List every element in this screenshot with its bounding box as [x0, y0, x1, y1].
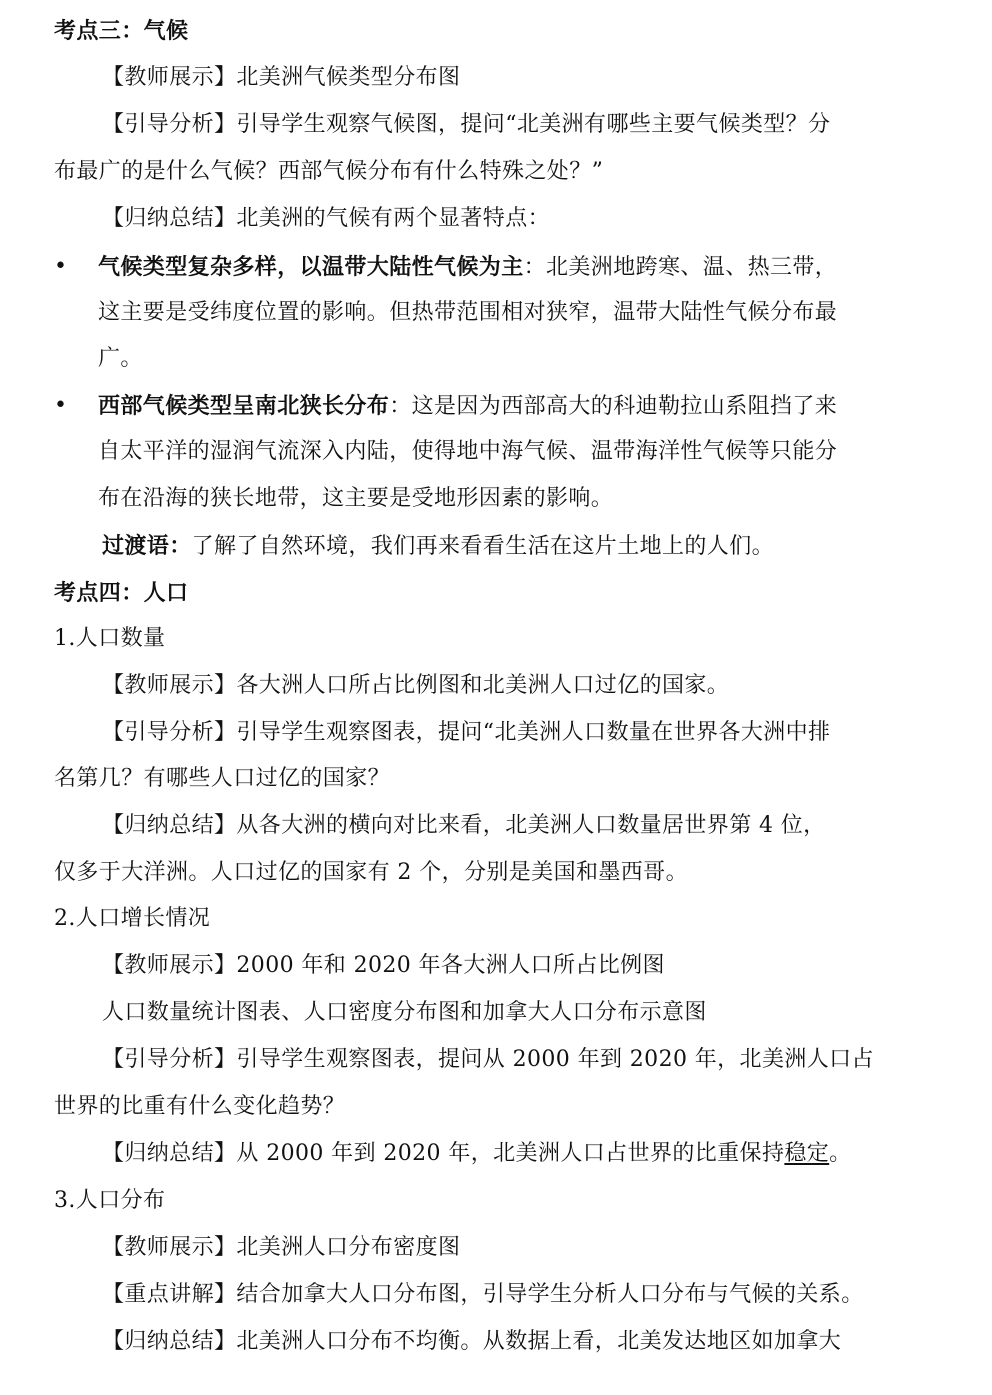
- bullet-1-line3: 广。: [98, 346, 143, 371]
- bullet-1-line1: [98, 252, 952, 282]
- bullet-2-bold: 西部气候类型呈南北狭长分布: [98, 393, 390, 419]
- paragraph-summary-count-line2: 仅多于大洋洲。人口过亿的国家有 2 个，分别是美国和墨西哥。: [54, 860, 688, 885]
- subheading-population-growth: 2.人口增长情况: [54, 906, 211, 931]
- paragraph-guide-count-line1: 【引导分析】引导学生观察图表，提问“北美洲人口数量在世界各大洲中排: [102, 720, 831, 745]
- paragraph-summary-climate: 【归纳总结】北美洲的气候有两个显著特点：: [102, 206, 551, 231]
- bullet-1-bold: 气候类型复杂多样，以温带大陆性气候为主: [98, 254, 524, 280]
- paragraph-guide-analysis-line1: 【引导分析】引导学生观察气候图，提问“北美洲有哪些主要气候类型？分: [102, 112, 831, 137]
- section-heading-population: 考点四：人口: [54, 580, 189, 606]
- paragraph-teacher-show-climate: 【教师展示】北美洲气候类型分布图: [102, 65, 461, 90]
- bullet-1-line2: 这主要是受纬度位置的影响。但热带范围相对狭窄，温带大陆性气候分布最: [98, 300, 838, 325]
- transition-text: 了解了自然环境，我们再来看看生活在这片土地上的人们。: [191, 534, 775, 559]
- paragraph-teacher-show-growth: 【教师展示】2000 年和 2020 年各大洲人口所占比例图: [102, 953, 665, 978]
- paragraph-teacher-show-distribution: 【教师展示】北美洲人口分布密度图: [102, 1235, 461, 1260]
- paragraph-materials-list: 人口数量统计图表、人口密度分布图和加拿大人口分布示意图: [102, 1000, 707, 1025]
- bullet-marker: •: [54, 393, 67, 418]
- underlined-answer: 稳定: [784, 1141, 830, 1166]
- bullet-2-line3: 布在沿海的狭长地带，这主要是受地形因素的影响。: [98, 486, 614, 511]
- paragraph-guide-growth-line2: 世界的比重有什么变化趋势？: [54, 1094, 346, 1119]
- paragraph-teacher-show-count: 【教师展示】各大洲人口所占比例图和北美洲人口过亿的国家。: [102, 673, 730, 698]
- paragraph-key-explanation: 【重点讲解】结合加拿大人口分布图，引导学生分析人口分布与气候的关系。: [102, 1282, 864, 1307]
- paragraph-summary-distribution: 【归纳总结】北美洲人口分布不均衡。从数据上看，北美发达地区如加拿大: [102, 1329, 842, 1354]
- bullet-2-line2: 自太平洋的湿润气流深入内陆，使得地中海气候、温带海洋性气候等只能分: [98, 439, 838, 464]
- paragraph-guide-count-line2: 名第几？有哪些人口过亿的国家？: [54, 766, 391, 791]
- section-heading-climate: 考点三：气候: [54, 18, 189, 44]
- subheading-population-count: 1.人口数量: [54, 626, 166, 651]
- paragraph-guide-growth-line1: 【引导分析】引导学生观察图表，提问从 2000 年到 2020 年，北美洲人口占: [102, 1047, 874, 1072]
- subheading-population-distribution: 3.人口分布: [54, 1188, 166, 1213]
- transition-sentence: [102, 531, 952, 561]
- transition-label: 过渡语：: [102, 533, 192, 559]
- bullet-2-line1: [98, 391, 952, 421]
- paragraph-summary-count-line1: 【归纳总结】从各大洲的横向对比来看，北美洲人口数量居世界第 4 位，: [102, 813, 826, 838]
- bullet-marker: •: [54, 254, 67, 279]
- bullet-1-text: ：北美洲地跨寒、温、热三带，: [523, 255, 838, 280]
- paragraph-guide-analysis-line2: 布最广的是什么气候？西部气候分布有什么特殊之处？”: [54, 159, 604, 184]
- bullet-2-text: ：这是因为西部高大的科迪勒拉山系阻挡了来: [389, 394, 838, 419]
- paragraph-summary-growth: 【归纳总结】从 2000 年到 2020 年，北美洲人口占世界的比重保持稳定。: [102, 1141, 852, 1166]
